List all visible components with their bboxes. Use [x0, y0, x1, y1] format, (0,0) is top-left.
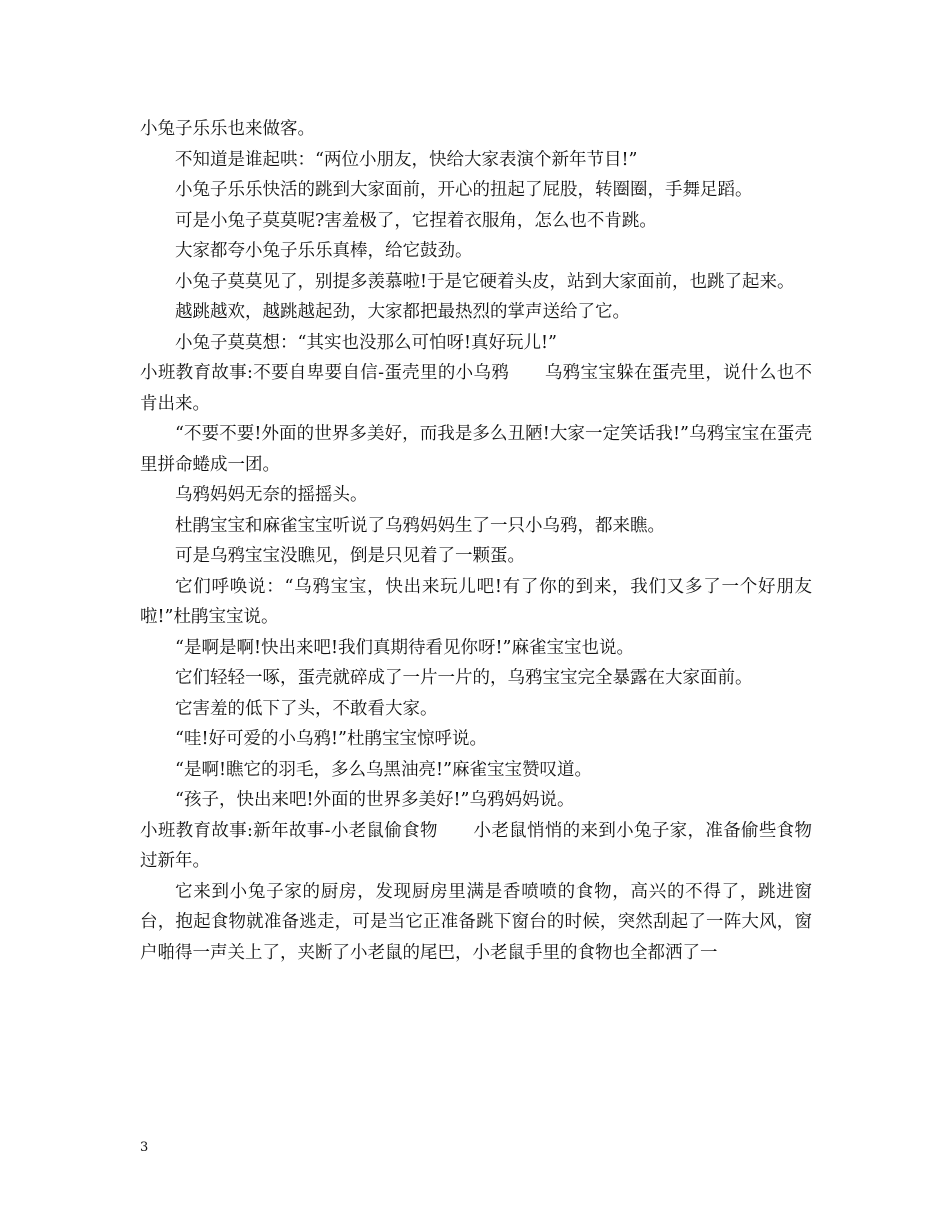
document-body: [140, 114, 812, 968]
paragraph: 不知道是谁起哄：“两位小朋友，快给大家表演个新年节目!”: [175, 149, 638, 170]
page-number: 3: [140, 1140, 149, 1155]
paragraph: “是啊是啊!快出来吧!我们真期待看见你呀!”麻雀宝宝也说。: [175, 637, 634, 658]
story-heading-paragraph: 小班教育故事:新年故事-小老鼠偷食物 小老鼠悄悄的来到小兔子家，准备偷些食物过新年。: [140, 820, 812, 871]
paragraph: “孩子，快出来吧!外面的世界多美好!”乌鸦妈妈说。: [175, 790, 575, 810]
paragraph: 可是小兔子莫莫呢?害羞极了，它捏着衣服角，怎么也不肯跳。: [175, 210, 657, 231]
paragraph: 它害羞的低下了头，不敢看大家。: [175, 698, 438, 719]
paragraph: 大家都夸小兔子乐乐真棒，给它鼓劲。: [175, 241, 473, 261]
paragraph: “是啊!瞧它的羽毛，多么乌黑油亮!”麻雀宝宝赞叹道。: [175, 759, 592, 780]
paragraph: 它来到小兔子家的厨房，发现厨房里满是香喷喷的食物，高兴的不得了，跳进窗台，抱起食物就准备逃走，可是当它正准备跳下窗台的时候，突然刮起了一阵大风，窗户啪得一声关上了，夹断了小老鼠的尾巴，小老鼠手里的食物也全都洒了一: [140, 881, 812, 963]
paragraph: “不要不要!外面的世界多美好，而我是多么丑陋!大家一定笑话我!”乌鸦宝宝在蛋壳里拼命蜷成一团。: [140, 424, 812, 475]
paragraph: “哇!好可爱的小乌鸦!”杜鹃宝宝惊呼说。: [175, 729, 487, 749]
paragraph: 乌鸦妈妈无奈的摇摇头。: [175, 485, 368, 505]
story-heading-paragraph: 小班教育故事:不要自卑要自信-蛋壳里的小乌鸦 乌鸦宝宝躲在蛋壳里，说什么也不肯出来。: [140, 363, 812, 414]
paragraph: 它们呼唤说：“乌鸦宝宝，快出来玩儿吧!有了你的到来，我们又多了一个好朋友啦!”杜鹃宝宝说。: [140, 576, 812, 627]
paragraph: 小兔子莫莫见了，别提多羡慕啦!于是它硬着头皮，站到大家面前，也跳了起来。: [175, 271, 795, 292]
paragraph: 可是乌鸦宝宝没瞧见，倒是只见着了一颗蛋。: [175, 546, 525, 566]
paragraph: 杜鹃宝宝和麻雀宝宝听说了乌鸦妈妈生了一只小乌鸦，都来瞧。: [175, 515, 665, 536]
paragraph: 小兔子乐乐也来做客。: [140, 119, 315, 139]
paragraph: 小兔子莫莫想：“其实也没那么可怕呀!真好玩儿!”: [175, 332, 557, 353]
paragraph: 小兔子乐乐快活的跳到大家面前，开心的扭起了屁股，转圈圈，手舞足蹈。: [175, 180, 753, 200]
paragraph: 越跳越欢，越跳越起劲，大家都把最热烈的掌声送给了它。: [175, 302, 630, 322]
paragraph: 它们轻轻一啄，蛋壳就碎成了一片一片的，乌鸦宝宝完全暴露在大家面前。: [175, 668, 753, 688]
